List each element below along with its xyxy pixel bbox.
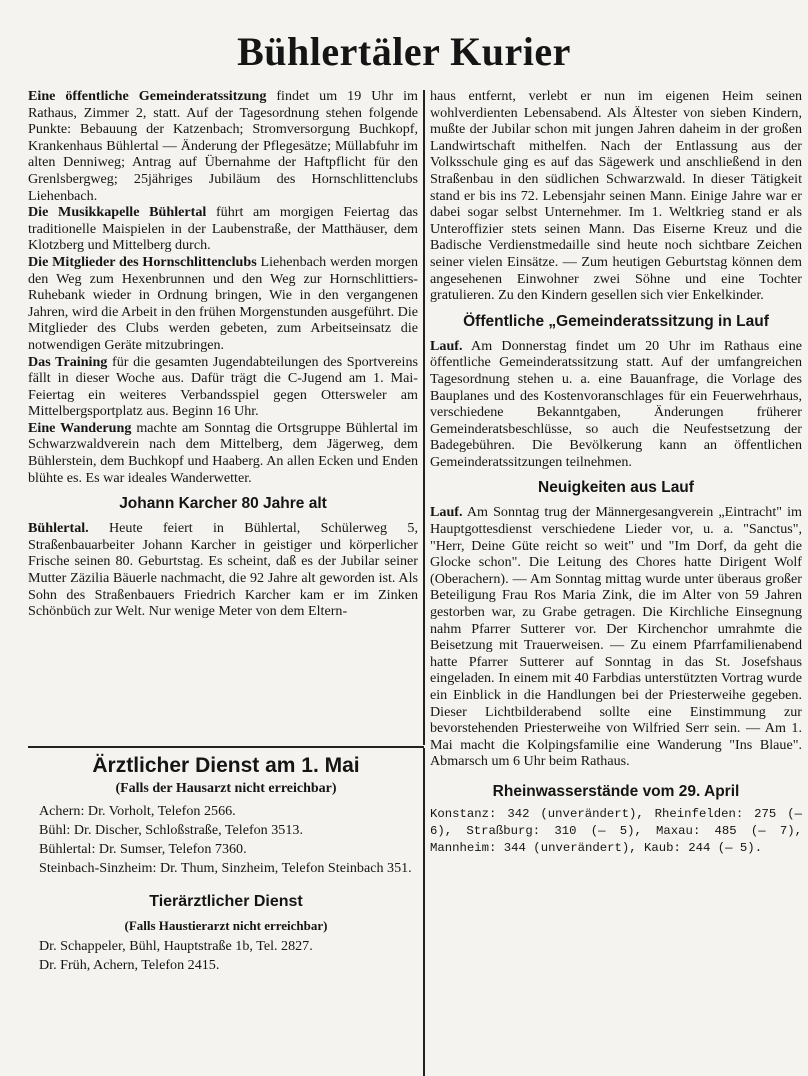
section-divider (28, 746, 424, 748)
water-levels-text: Konstanz: 342 (unverändert), Rheinfelden: 275 (— 6), Straßburg: 310 (— 5), Maxau: 485 (— 7), Mannheim: 344 (unverändert), Kaub: 244 (— 5). (430, 806, 802, 855)
article-body: findet um 19 Uhr im Rathaus, Zimmer 2, statt. Auf der Tagesordnung stehen folgende Punkte: Bebauung der Katzenbach; Stromversorgung Buchkopf, Krankenhaus Bühlertal — Änderung der Pflegesätze; Müllabfuhr im alten Denniweg; Antrag auf Übernahme der Haftpflicht für den Grenlsbergweg; 25jähriges Jubiläum des Hornschlittenclubs Liehenbach. (28, 88, 418, 204)
article-body: Heute feiert in Bühlertal, Schülerweg 5, Straßenbauarbeiter Johann Karcher in geistiger und körperlicher Frische seinen 80. Geburtstag. Es scheint, daß es der Jubilar seiner Mutter Zäzilia Bäuerle nachmacht, die 92 Jahre alt geworden ist. Als Sohn des Straßenbauers Friedrich Karcher kam er im Zinken Schönbüch zur Welt. Nur wenige Meter von dem Eltern- (28, 520, 418, 620)
vet-service-note: (Falls Haustierarzt nicht erreichbar) (124, 918, 328, 933)
doctor-entry: Bühlertal: Dr. Sumser, Telefon 7360. (39, 841, 247, 857)
article-karcher-continued: haus entfernt, verlebt er nun im eigenen Heim seinen wohlverdienten Lebensabend. Als Ältester von sieben Kindern, mußte der Jubilar schon mit jungen Jahren daheim in der großen Landwirtschaft mithelfen. Nach der Entlassung aus der Volksschule ging es auf das Sägewerk und anschließend in den Straßenbau in den südlichen Schwarzwald. In dieser Tätigkeit stand er bis ins 72. Lebensjahr seinen Mann. Einige Jahre war er dabei sogar selbst Unternehmer. Im 1. Weltkrieg stand er als Unteroffizier stets seinen Mann. Das Eiserne Kreuz und die Badische Verdienstmedaille sind heute noch sichtbare Zeichen seiner vielen Einsätze. — Zum heutigen Geburtstag können dem angesehenen Einwohner zwei Söhne und eine Tochter gratulieren. Zu den Kindern gesellen sich vier Enkelkinder. (430, 88, 802, 304)
article-lead: Die Musikkapelle Bühlertal (28, 204, 207, 221)
article-lead: Eine öffentliche Gemeinderatssitzung (28, 88, 267, 104)
article-hornschlittenclub (28, 254, 418, 354)
article-lead: Das Training (28, 353, 108, 370)
article-lauf-sitzung (430, 338, 802, 471)
vet-entry: Dr. Früh, Achern, Telefon 2415. (39, 957, 220, 973)
vet-entry: Dr. Schappeler, Bühl, Hauptstraße 1b, Tel. 2827. (39, 938, 313, 954)
vet-service-headline: Tierärztlicher Dienst (149, 893, 303, 910)
column-divider (423, 90, 425, 745)
medical-service-note: (Falls der Hausarzt nicht erreichbar) (115, 781, 337, 796)
article-body: führt am morgigen Feiertag das traditionelle Maispielen in der Laubenstraße, der Matthäuser, dem Klotzberg und Mittelberg durch. (28, 204, 418, 254)
article-lead: Bühlertal. (28, 520, 89, 537)
article-body: Liehenbach werden morgen den Weg zum Hexenbrunnen und den Weg zur Hornschlittiers-Ruhebank wieder in Ordnung bringen, Wie in den vergangenen Jahren, wird die Arbeit in den frühen Morgenstunden ausgeführt. Die Mitglieder des Clubs werden gebeten, zum Arbeitseinsatz die notwendigen Geräte mitzubringen. (28, 253, 419, 353)
article-body: Am Donnerstag findet um 20 Uhr im Rathaus eine öffentliche Gemeinderatssitzung statt. Auf der umfangreichen Tagesordnung stehen u. a. eine Bauanfrage, die Vorlage des Bauplanes und des Kostenvoranschlages für ein Feuerwehrhaus, verschiedene Bekanntgaben, Änderungen früherer Gemeinderatsbeschlüsse, so auch die Neufestsetzung der Badegebühren. Die Bevölkerung kann an öffentlichen Gemeinderatssitzungen teilnehmen. (430, 337, 802, 470)
article-lead: Die Mitglieder des Hornschlittenclubs (28, 253, 257, 270)
doctor-entry: Steinbach-Sinzheim: Dr. Thum, Sinzheim, Telefon Steinbach 351. (39, 860, 412, 876)
medical-service-headline: Ärztlicher Dienst am 1. Mai (92, 754, 360, 777)
masthead-title: Bühlertäler Kurier (237, 29, 571, 74)
article-lauf-news (430, 504, 802, 770)
article-musikkapelle (28, 204, 418, 254)
article-lead: Eine Wanderung (28, 419, 132, 436)
water-levels-headline: Rheinwasserstände vom 29. April (492, 782, 740, 800)
right-column (430, 88, 802, 857)
lauf-sitzung-headline: Öffentliche „Gemeinderatssitzung in Lauf (463, 312, 769, 330)
rhine-water-levels (430, 782, 802, 857)
article-lead: Lauf. (430, 504, 463, 521)
article-lead: Lauf. (430, 337, 463, 354)
article-body: Am Sonntag trug der Männergesangverein „Eintracht" im Hauptgottesdienst verschiedene Lieder vor, u. a. "Sanctus", "Herr, Deine Güte reicht so weit" und "Im Dorf, da geht die Glocke schon". Die Leitung des Chores hatte Dirigent Wolf (Oberachern). — Am Sonntag mittag wurde unter überaus großer Beteiligung Frau Ros Maria Zink, die im Alter von 59 Jahren gestorben war, zu Grabe getragen. Die Kirchliche Einsegnung nahm Pfarrer Sutterer vor. Der Kirchenchor umrahmte die Beisetzung mit Trauerweisen. — Zu einem Pfarrfamilienabend hatte Pfarrer Sutterer auf Sonntag in das St. Josefshaus eingeladen. In einem mit 40 Farbdias unterstützten Vortrag wurde ein Einblick in die Handlungen bei der Priesterweihe gegeben. Dieser Lichtbilderabend sollte eine Einstimmung zur bevorstehenden Priesterweihe von Wilfried Serr sein. — Am 1. Mai macht die Kolpingsfamilie eine Wanderung "Ins Blaue". Abmarsch um 6 Uhr beim Rathaus. (430, 504, 802, 770)
doctor-entry: Achern: Dr. Vorholt, Telefon 2566. (39, 803, 236, 819)
article-body: machte am Sonntag die Ortsgruppe Bühlertal im Schwarzwaldverein nach dem Mittelberg, dem Jägerweg, dem Bühlerstein, dem Buchkopf und Haaberg. An allen Ecken und Enden blühte es. Es war ideales Wanderwetter. (28, 419, 418, 486)
medical-service-box (36, 752, 416, 975)
column-divider-lower (423, 748, 425, 1076)
article-wanderung (28, 420, 418, 486)
lauf-news-headline: Neuigkeiten aus Lauf (538, 479, 694, 497)
doctor-entry: Bühl: Dr. Discher, Schloßstraße, Telefon 3513. (39, 822, 303, 838)
article-body: für die gesamten Jugendabteilungen des Sportvereins fällt in dieser Woche aus. Dafür trägt die C-Jugend am 1. Mai-Feiertag ein weiteres Verbandsspiel gegen Ottersweler am Mittelbergsportplatz aus. Beginn 16 Uhr. (28, 353, 418, 420)
karcher-headline: Johann Karcher 80 Jahre alt (119, 495, 327, 513)
article-training (28, 354, 418, 420)
article-karcher (28, 520, 418, 620)
article-gemeinderat-buehlertal (28, 88, 418, 204)
left-column (28, 88, 418, 620)
